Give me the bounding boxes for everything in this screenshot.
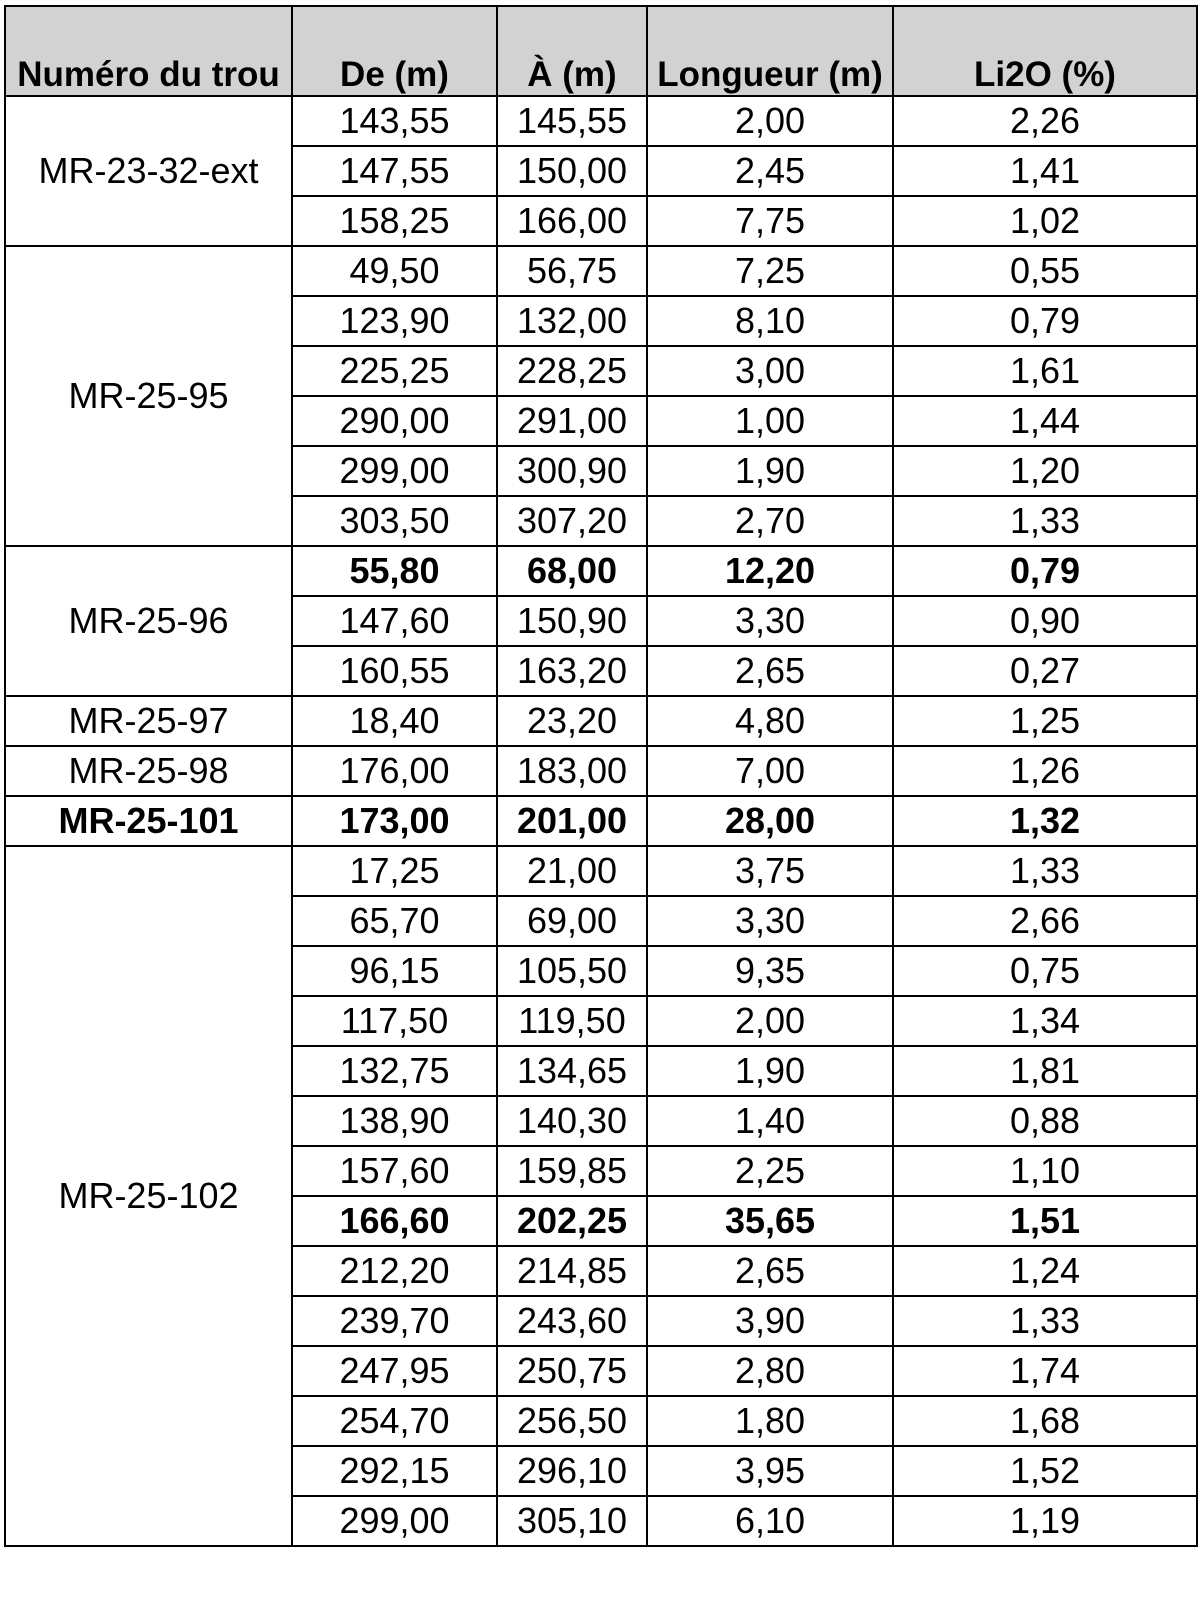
from-cell: 176,00: [292, 746, 497, 796]
table-header: [5, 6, 1197, 96]
from-cell: 290,00: [292, 396, 497, 446]
li2o-cell: 1,61: [893, 346, 1197, 396]
from-cell: 160,55: [292, 646, 497, 696]
table-row: [5, 746, 1197, 796]
li2o-cell: 1,33: [893, 846, 1197, 896]
length-cell: 2,80: [647, 1346, 893, 1396]
table-body: [5, 96, 1197, 1546]
from-cell: 55,80: [292, 546, 497, 596]
to-cell: 307,20: [497, 496, 647, 546]
header-length: Longueur (m): [647, 6, 893, 96]
li2o-cell: 1,32: [893, 796, 1197, 846]
hole-cell: MR-25-98: [5, 746, 292, 796]
li2o-cell: 0,90: [893, 596, 1197, 646]
from-cell: 239,70: [292, 1296, 497, 1346]
table-row-highlight: [5, 796, 1197, 846]
length-cell: 2,45: [647, 146, 893, 196]
to-cell: 183,00: [497, 746, 647, 796]
li2o-cell: 0,75: [893, 946, 1197, 996]
header-row: [5, 6, 1197, 96]
from-cell: 65,70: [292, 896, 497, 946]
length-cell: 1,80: [647, 1396, 893, 1446]
from-cell: 247,95: [292, 1346, 497, 1396]
from-cell: 299,00: [292, 1496, 497, 1546]
length-cell: 2,25: [647, 1146, 893, 1196]
from-cell: 49,50: [292, 246, 497, 296]
li2o-cell: 1,02: [893, 196, 1197, 246]
from-cell: 18,40: [292, 696, 497, 746]
to-cell: 23,20: [497, 696, 647, 746]
li2o-cell: 1,20: [893, 446, 1197, 496]
li2o-cell: 1,41: [893, 146, 1197, 196]
to-cell: 69,00: [497, 896, 647, 946]
from-cell: 173,00: [292, 796, 497, 846]
length-cell: 3,95: [647, 1446, 893, 1496]
li2o-cell: 2,26: [893, 96, 1197, 146]
to-cell: 243,60: [497, 1296, 647, 1346]
hole-cell: MR-25-102: [5, 846, 292, 1546]
li2o-cell: 0,27: [893, 646, 1197, 696]
table-row: [5, 96, 1197, 146]
length-cell: 9,35: [647, 946, 893, 996]
length-cell: 28,00: [647, 796, 893, 846]
to-cell: 166,00: [497, 196, 647, 246]
li2o-cell: 0,79: [893, 546, 1197, 596]
table-row-highlight: [5, 546, 1197, 596]
length-cell: 7,75: [647, 196, 893, 246]
from-cell: 132,75: [292, 1046, 497, 1096]
from-cell: 17,25: [292, 846, 497, 896]
to-cell: 201,00: [497, 796, 647, 846]
from-cell: 158,25: [292, 196, 497, 246]
to-cell: 159,85: [497, 1146, 647, 1196]
to-cell: 202,25: [497, 1196, 647, 1246]
length-cell: 2,00: [647, 996, 893, 1046]
from-cell: 147,60: [292, 596, 497, 646]
table-row: [5, 246, 1197, 296]
to-cell: 105,50: [497, 946, 647, 996]
to-cell: 132,00: [497, 296, 647, 346]
from-cell: 225,25: [292, 346, 497, 396]
hole-cell: MR-25-95: [5, 246, 292, 546]
to-cell: 68,00: [497, 546, 647, 596]
to-cell: 256,50: [497, 1396, 647, 1446]
length-cell: 35,65: [647, 1196, 893, 1246]
li2o-cell: 1,81: [893, 1046, 1197, 1096]
header-hole-number: Numéro du trou: [5, 6, 292, 96]
li2o-cell: 1,44: [893, 396, 1197, 446]
to-cell: 296,10: [497, 1446, 647, 1496]
length-cell: 12,20: [647, 546, 893, 596]
hole-cell: MR-25-96: [5, 546, 292, 696]
length-cell: 2,65: [647, 1246, 893, 1296]
length-cell: 2,65: [647, 646, 893, 696]
to-cell: 134,65: [497, 1046, 647, 1096]
li2o-cell: 0,79: [893, 296, 1197, 346]
li2o-cell: 1,24: [893, 1246, 1197, 1296]
to-cell: 140,30: [497, 1096, 647, 1146]
to-cell: 150,90: [497, 596, 647, 646]
header-to: À (m): [497, 6, 647, 96]
table-row: [5, 696, 1197, 746]
to-cell: 300,90: [497, 446, 647, 496]
from-cell: 96,15: [292, 946, 497, 996]
hole-cell: MR-25-97: [5, 696, 292, 746]
length-cell: 7,25: [647, 246, 893, 296]
to-cell: 21,00: [497, 846, 647, 896]
to-cell: 56,75: [497, 246, 647, 296]
header-from: De (m): [292, 6, 497, 96]
li2o-cell: 1,33: [893, 1296, 1197, 1346]
length-cell: 6,10: [647, 1496, 893, 1546]
to-cell: 250,75: [497, 1346, 647, 1396]
from-cell: 117,50: [292, 996, 497, 1046]
li2o-cell: 1,52: [893, 1446, 1197, 1496]
to-cell: 228,25: [497, 346, 647, 396]
length-cell: 3,00: [647, 346, 893, 396]
length-cell: 2,70: [647, 496, 893, 546]
li2o-cell: 1,19: [893, 1496, 1197, 1546]
length-cell: 3,75: [647, 846, 893, 896]
li2o-cell: 2,66: [893, 896, 1197, 946]
to-cell: 119,50: [497, 996, 647, 1046]
from-cell: 166,60: [292, 1196, 497, 1246]
from-cell: 292,15: [292, 1446, 497, 1496]
from-cell: 143,55: [292, 96, 497, 146]
length-cell: 1,90: [647, 446, 893, 496]
hole-cell: MR-25-101: [5, 796, 292, 846]
li2o-cell: 0,88: [893, 1096, 1197, 1146]
table-row: [5, 846, 1197, 896]
length-cell: 3,30: [647, 596, 893, 646]
li2o-cell: 1,33: [893, 496, 1197, 546]
li2o-cell: 1,26: [893, 746, 1197, 796]
from-cell: 303,50: [292, 496, 497, 546]
from-cell: 299,00: [292, 446, 497, 496]
li2o-cell: 1,10: [893, 1146, 1197, 1196]
from-cell: 138,90: [292, 1096, 497, 1146]
to-cell: 145,55: [497, 96, 647, 146]
from-cell: 212,20: [292, 1246, 497, 1296]
length-cell: 3,90: [647, 1296, 893, 1346]
li2o-cell: 1,68: [893, 1396, 1197, 1446]
to-cell: 214,85: [497, 1246, 647, 1296]
li2o-cell: 1,34: [893, 996, 1197, 1046]
to-cell: 163,20: [497, 646, 647, 696]
drill-results-table: [4, 5, 1198, 1547]
length-cell: 8,10: [647, 296, 893, 346]
length-cell: 1,40: [647, 1096, 893, 1146]
to-cell: 291,00: [497, 396, 647, 446]
length-cell: 1,90: [647, 1046, 893, 1096]
length-cell: 1,00: [647, 396, 893, 446]
to-cell: 150,00: [497, 146, 647, 196]
header-li2o: Li2O (%): [893, 6, 1197, 96]
li2o-cell: 1,74: [893, 1346, 1197, 1396]
from-cell: 157,60: [292, 1146, 497, 1196]
li2o-cell: 1,51: [893, 1196, 1197, 1246]
length-cell: 2,00: [647, 96, 893, 146]
length-cell: 7,00: [647, 746, 893, 796]
to-cell: 305,10: [497, 1496, 647, 1546]
from-cell: 123,90: [292, 296, 497, 346]
length-cell: 4,80: [647, 696, 893, 746]
li2o-cell: 0,55: [893, 246, 1197, 296]
li2o-cell: 1,25: [893, 696, 1197, 746]
hole-cell: MR-23-32-ext: [5, 96, 292, 246]
from-cell: 254,70: [292, 1396, 497, 1446]
from-cell: 147,55: [292, 146, 497, 196]
length-cell: 3,30: [647, 896, 893, 946]
